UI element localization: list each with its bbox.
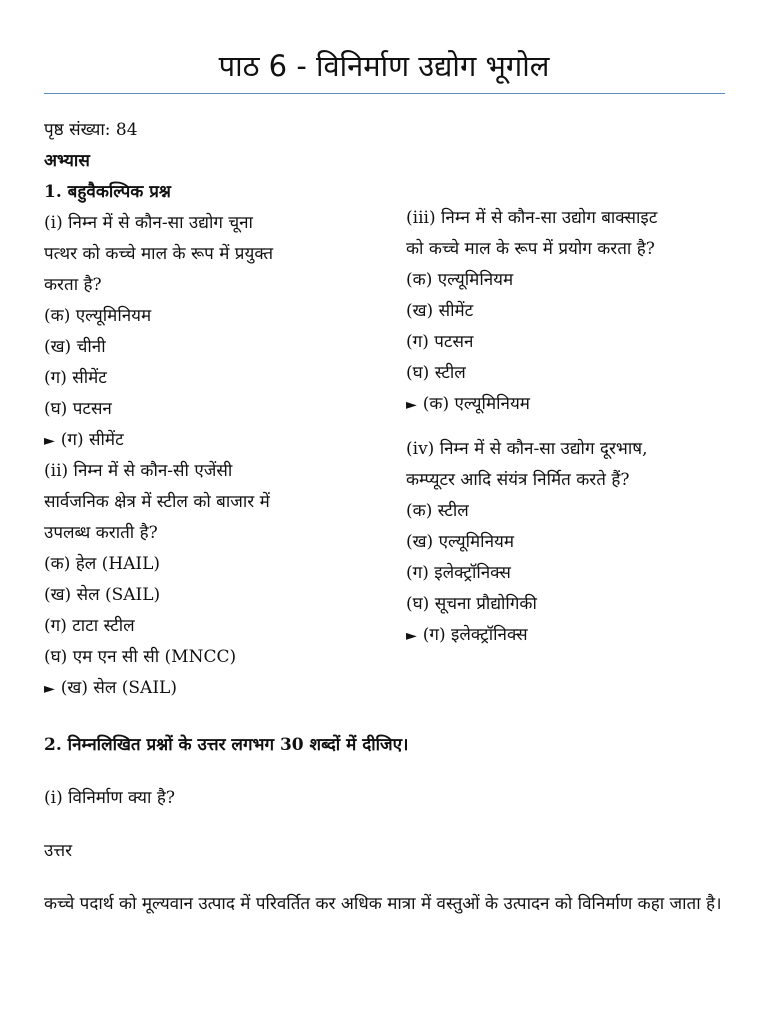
answer-text: (ग) इलेक्ट्रॉनिक्स bbox=[422, 625, 528, 645]
question-1 bbox=[44, 208, 384, 456]
answer-line bbox=[406, 389, 736, 420]
option-a: (क) स्टील bbox=[406, 501, 469, 521]
exercise-heading: अभ्यास bbox=[44, 151, 90, 171]
page-title: पाठ 6 - विनिर्माण उद्योग भूगोल bbox=[218, 49, 550, 83]
option-c: (ग) पटसन bbox=[406, 332, 474, 352]
left-column bbox=[44, 115, 384, 704]
question-text-line: सार्वजनिक क्षेत्र में स्टील को बाजार में bbox=[44, 492, 270, 512]
option-b: (ख) एल्यूमिनियम bbox=[406, 532, 515, 552]
answer-pointer-icon: ► bbox=[406, 628, 417, 644]
section1-heading: 1. बहुवैकल्पिक प्रश्न bbox=[44, 182, 171, 202]
answer-text: (ग) सीमेंट bbox=[60, 430, 124, 450]
option-d: (घ) पटसन bbox=[44, 399, 112, 419]
answer-label: उत्तर bbox=[44, 841, 73, 861]
question-text-line: (iv) निम्न में से कौन-सा उद्योग दूरभाष, bbox=[406, 439, 648, 459]
section2-question: (i) विनिर्माण क्या है? bbox=[44, 788, 175, 808]
option-b: (ख) सीमेंट bbox=[406, 301, 474, 321]
answer-line bbox=[44, 425, 384, 456]
right-column bbox=[406, 203, 736, 651]
option-a: (क) हेल (HAIL) bbox=[44, 554, 161, 574]
question-text-line: पत्थर को कच्चे माल के रूप में प्रयुक्त bbox=[44, 244, 274, 264]
question-text-line: को कच्चे माल के रूप में प्रयोग करता है? bbox=[406, 239, 655, 259]
answer-paragraph: कच्चे पदार्थ को मूल्यवान उत्पाद में परिवर्तित कर अधिक मात्रा में वस्तुओं के उत्पादन को विनिर्माण कहा जाता है। bbox=[44, 894, 722, 914]
option-d: (घ) एम एन सी सी (MNCC) bbox=[44, 647, 237, 667]
spacer bbox=[406, 420, 736, 434]
question-4 bbox=[406, 434, 736, 651]
question-text-line: कम्प्यूटर आदि संयंत्र निर्मित करते हैं? bbox=[406, 470, 630, 490]
answer-text: (क) एल्यूमिनियम bbox=[422, 394, 530, 414]
option-a: (क) एल्यूमिनियम bbox=[406, 270, 514, 290]
option-d: (घ) सूचना प्रौद्योगिकी bbox=[406, 594, 537, 614]
question-text-line: (i) निम्न में से कौन-सा उद्योग चूना bbox=[44, 213, 253, 233]
answer-pointer-icon: ► bbox=[44, 433, 55, 449]
section-2 bbox=[44, 730, 734, 920]
option-b: (ख) चीनी bbox=[44, 337, 106, 357]
answer-text: (ख) सेल (SAIL) bbox=[60, 678, 177, 698]
page-number: पृष्ठ संख्या: 84 bbox=[44, 120, 138, 140]
question-3 bbox=[406, 203, 736, 420]
option-d: (घ) स्टील bbox=[406, 363, 466, 383]
answer-pointer-icon: ► bbox=[406, 397, 417, 413]
option-c: (ग) इलेक्ट्रॉनिक्स bbox=[406, 563, 511, 583]
answer-pointer-icon: ► bbox=[44, 681, 55, 697]
option-c: (ग) सीमेंट bbox=[44, 368, 107, 388]
option-a: (क) एल्यूमिनियम bbox=[44, 306, 152, 326]
section2-heading: 2. निम्नलिखित प्रश्नों के उत्तर लगभग 30 शब्दों में दीजिए। bbox=[44, 735, 409, 755]
option-c: (ग) टाटा स्टील bbox=[44, 616, 135, 636]
title-divider bbox=[44, 93, 725, 94]
question-text-line: (ii) निम्न में से कौन-सी एजेंसी bbox=[44, 461, 233, 481]
answer-line bbox=[44, 673, 384, 704]
answer-line bbox=[406, 620, 736, 651]
question-text-line: उपलब्ध कराती है? bbox=[44, 523, 158, 543]
question-text-line: करता है? bbox=[44, 275, 102, 295]
question-text-line: (iii) निम्न में से कौन-सा उद्योग बाक्साइट bbox=[406, 208, 658, 228]
question-2 bbox=[44, 456, 384, 704]
option-b: (ख) सेल (SAIL) bbox=[44, 585, 161, 605]
